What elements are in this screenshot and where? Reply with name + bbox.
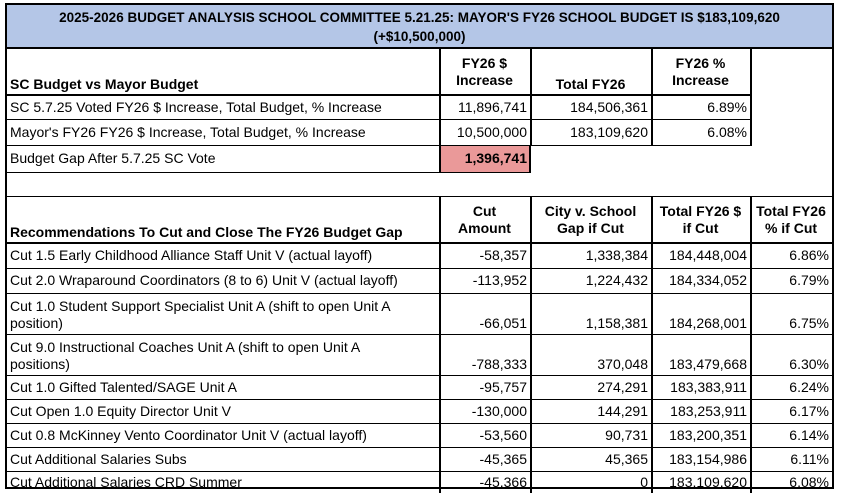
cut-row-label: Cut 1.0 Gifted Talented/SAGE Unit A — [10, 378, 237, 395]
cuts-header-total: Total FY26 $ if Cut — [659, 203, 742, 236]
cut-row-amount: -53,560 — [479, 426, 527, 443]
grid-line — [7, 242, 832, 244]
gap-label: Budget Gap After 5.7.25 SC Vote — [10, 150, 216, 166]
grid-line — [7, 399, 832, 400]
grid-line — [7, 268, 832, 269]
summary-header-total: Total FY26 — [555, 76, 626, 92]
cut-row-total: 183,109,620 — [669, 473, 747, 490]
cut-row-label: Cut Additional Salaries CRD Summer — [10, 473, 242, 490]
cut-row-percent: 6.75% — [789, 315, 829, 331]
grid-line — [7, 119, 752, 120]
grid-line — [7, 172, 531, 173]
summary-header-percent: FY26 % Increase — [672, 55, 729, 88]
cut-row-amount: -66,051 — [479, 315, 527, 331]
grid-line — [7, 423, 832, 424]
budget-sheet — [5, 3, 834, 489]
gap-value: 1,396,741 — [439, 145, 530, 172]
cut-row-gap: 144,291 — [597, 402, 648, 419]
cuts-header-label: Recommendations To Cut and Close The FY26 Budget Gap — [10, 224, 403, 240]
title-line-1: 2025-2026 BUDGET ANALYSIS SCHOOL COMMITTEE 5.21.25: MAYOR'S FY26 SCHOOL BUDGET IS $183,109,620 — [59, 10, 780, 25]
cut-row-percent: 6.86% — [789, 247, 829, 263]
grid-line — [7, 375, 832, 376]
cut-row-amount: -130,000 — [471, 402, 527, 419]
cut-row-gap: 90,731 — [605, 426, 648, 443]
grid-line — [530, 49, 532, 145]
grid-line — [7, 94, 752, 96]
grid-line — [7, 293, 832, 294]
cut-row-amount: -95,757 — [479, 378, 527, 395]
cut-row-gap: 1,224,432 — [585, 272, 648, 288]
cut-row-amount: -788,333 — [471, 356, 527, 372]
cut-row-amount: -58,357 — [479, 247, 527, 263]
summary-header-label: SC Budget vs Mayor Budget — [10, 76, 199, 92]
summary-row-increase: 11,896,741 — [457, 98, 527, 115]
summary-row-total: 183,109,620 — [570, 123, 648, 140]
summary-header-increase: FY26 $ Increase — [456, 55, 513, 88]
cut-row-gap: 370,048 — [597, 356, 648, 372]
cut-row-label: Cut 1.0 Student Support Specialist Unit A (shift to open Unit A position) — [10, 298, 391, 331]
cut-row-gap: 45,365 — [605, 450, 648, 467]
cut-row-percent: 6.11% — [790, 450, 829, 467]
summary-row-label: SC 5.7.25 Voted FY26 $ Increase, Total Budget, % Increase — [10, 98, 382, 115]
summary-row-label: Mayor's FY26 FY26 $ Increase, Total Budget, % Increase — [10, 123, 366, 140]
cut-row-total: 183,200,351 — [669, 426, 747, 443]
grid-line — [651, 49, 653, 145]
summary-row-increase: 10,500,000 — [456, 123, 527, 140]
grid-line — [7, 145, 752, 146]
cut-row-percent: 6.79% — [789, 272, 829, 288]
cuts-header-gap: City v. School Gap if Cut — [544, 203, 637, 236]
cut-row-gap: 0 — [640, 473, 648, 490]
grid-line — [750, 197, 752, 493]
cut-row-total: 184,334,052 — [669, 272, 747, 288]
cuts-header-amount: Cut Amount — [458, 203, 511, 236]
cut-row-gap: 1,158,381 — [585, 315, 648, 331]
cut-row-percent: 6.08% — [789, 473, 829, 490]
grid-line — [7, 471, 832, 472]
cut-row-label: Cut Additional Salaries Subs — [10, 450, 187, 467]
cut-row-gap: 1,338,384 — [585, 247, 648, 263]
cut-row-total: 184,268,001 — [669, 315, 747, 331]
cut-row-amount: -113,952 — [472, 272, 527, 288]
summary-row-percent: 6.89% — [707, 98, 747, 115]
cut-row-percent: 6.30% — [789, 356, 829, 372]
cut-row-label: Cut 2.0 Wraparound Coordinators (8 to 6) Unit V (actual layoff) — [10, 272, 398, 288]
cut-row-total: 183,479,668 — [669, 356, 747, 372]
cut-row-label: Cut 1.5 Early Childhood Alliance Staff Unit V (actual layoff) — [10, 247, 373, 263]
cuts-header-percent: Total FY26 % if Cut — [756, 203, 826, 236]
grid-line — [651, 197, 653, 493]
sheet-title — [7, 5, 832, 49]
summary-row-total: 184,506,361 — [570, 98, 648, 115]
grid-line — [439, 197, 441, 493]
grid-line — [7, 447, 832, 448]
grid-line — [750, 49, 752, 145]
cut-row-total: 183,154,986 — [669, 450, 747, 467]
grid-line — [530, 197, 532, 493]
cut-row-total: 183,383,911 — [670, 378, 747, 395]
grid-line — [529, 145, 531, 172]
cut-row-percent: 6.24% — [789, 378, 829, 395]
cut-row-label: Cut Open 1.0 Equity Director Unit V — [10, 402, 231, 419]
cut-row-amount: -45,366 — [479, 473, 527, 490]
grid-line — [7, 196, 832, 197]
cut-row-percent: 6.14% — [789, 426, 829, 443]
grid-line — [7, 334, 832, 335]
grid-line — [439, 49, 441, 172]
cut-row-amount: -45,365 — [479, 450, 527, 467]
cut-row-label: Cut 9.0 Instructional Coaches Unit A (shift to open Unit A positions) — [10, 339, 361, 372]
cut-row-total: 183,253,911 — [670, 402, 747, 419]
cut-row-total: 184,448,004 — [669, 247, 747, 263]
summary-row-percent: 6.08% — [707, 123, 747, 140]
title-line-2: (+$10,500,000) — [373, 29, 466, 44]
cut-row-label: Cut 0.8 McKinney Vento Coordinator Unit V (actual layoff) — [10, 426, 367, 443]
cut-row-percent: 6.17% — [789, 402, 829, 419]
cut-row-gap: 274,291 — [597, 378, 648, 395]
